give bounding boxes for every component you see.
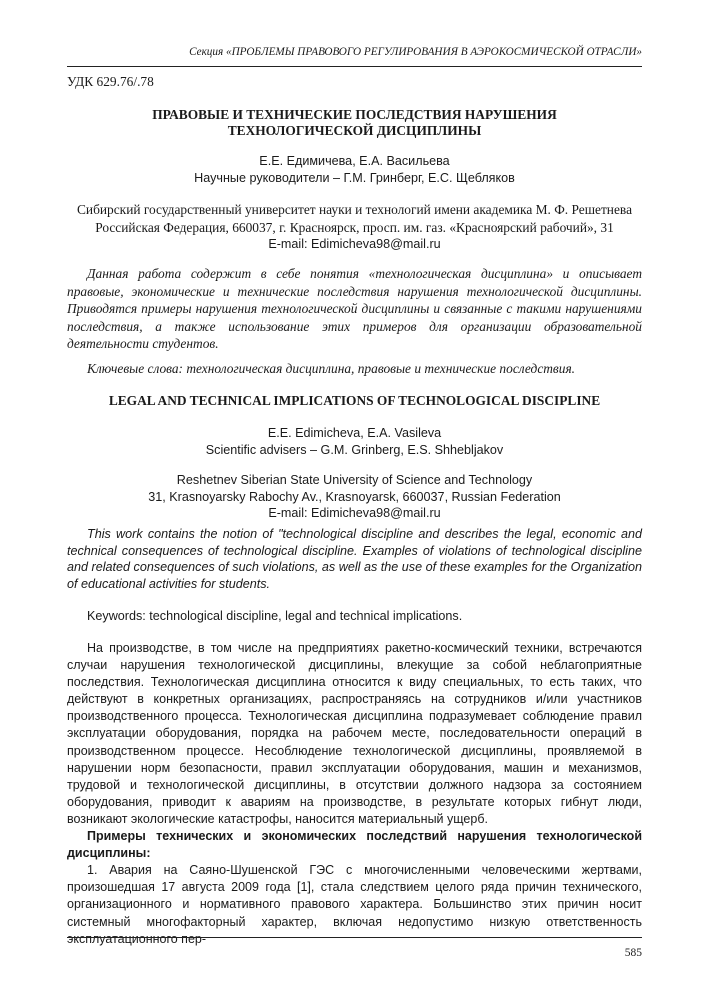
en-advisers: Scientific advisers – G.M. Grinberg, E.S. Shhebljakov [205, 442, 504, 457]
ru-title-line-1: ПРАВОВЫЕ И ТЕХНИЧЕСКИЕ ПОСЛЕДСТВИЯ НАРУШЕНИЯ [152, 107, 557, 122]
ru-authors-block [67, 153, 642, 186]
ru-title [67, 107, 642, 139]
ru-title-line-2: ТЕХНОЛОГИЧЕСКОЙ ДИСЦИПЛИНЫ [227, 123, 482, 138]
en-affiliation-block [67, 472, 642, 522]
en-abstract: This work contains the notion of "technological discipline and describes the legal, economic and technical consequences of technological discipline. Examples of violations of technological discipline and related consequences of such violations, as well as the use of these examples for the Organization of educational activities for students. [67, 527, 642, 591]
en-email: E-mail: Edimicheva98@mail.ru [268, 506, 441, 521]
body-section [67, 640, 642, 948]
ru-abstract: Данная работа содержит в себе понятия «технологическая дисциплина» и описывает правовые, экономические и технические последствия нарушения технологической дисциплины. Приводятся примеры нарушения технологической дисциплины и связанные с такими нарушениями последствия, а также использование этих примеров для организации образовательной деятельности студентов. [67, 266, 642, 352]
udk-code: УДК 629.76/.78 [67, 74, 154, 89]
en-authors: E.E. Edimicheva, E.A. Vasileva [267, 426, 442, 440]
ru-keywords: Ключевые слова: технологическая дисциплина, правовые и технические последствия. [87, 361, 576, 376]
body-paragraph-1: На производстве, в том числе на предприятиях ракетно-космический техники, встречаются случаи нарушения технологической дисциплины, влекущие за собой неблагоприятные последствия. Технологическая дисциплина относится к виду специальных, то есть таких, что действуют в конкретных организациях, распространяясь на сотрудников и/или участников производственного процесса. Технологическая дисциплина подразумевает соблюдение правил эксплуатации оборудования, порядка на рабочем месте, последовательности операций в производственном процессе. Несоблюдение технологической дисциплины, проявляемой в нарушении норм безопасности, правил эксплуатации оборудования, машин и механизмов, трудовой и технологической дисциплины, в отсутствии должного надзора за состоянием оборудования, приводит к авариям на производстве, в результате которых гибнут люди, возникают экологические катастрофы, наносится материальный ущерб. [67, 641, 642, 826]
body-paragraph-2: 1. Авария на Саяно-Шушенской ГЭС с многочисленными человеческими жертвами, произошедшая 17 августа 2009 года [1], стала следствием целого ряда причин технического, организационного и нормативного правового характера. Большинство этих причин носит системный многофакторный характер, включая недопустимо низкую ответственность эксплуатационного пер- [67, 863, 642, 946]
ru-affiliation-line-2: Российская Федерация, 660037, г. Красноярск, просп. им. газ. «Красноярский рабочий», 31 [95, 219, 614, 235]
en-affiliation-line-2: 31, Krasnoyarsky Rabochy Av., Krasnoyarsk, 660037, Russian Federation [148, 489, 561, 504]
body-subheading: Примеры технических и экономических последствий нарушения технологической дисциплины: [67, 829, 642, 861]
running-head: Секция «ПРОБЛЕМЫ ПРАВОВОГО РЕГУЛИРОВАНИЯ В АЭРОКОСМИЧЕСКОЙ ОТРАСЛИ» [67, 44, 642, 67]
ru-email: E-mail: Edimicheva98@mail.ru [268, 237, 441, 252]
en-title: LEGAL AND TECHNICAL IMPLICATIONS OF TECHNOLOGICAL DISCIPLINE [108, 393, 601, 408]
ru-authors: Е.Е. Едимичева, Е.А. Васильева [259, 154, 450, 168]
ru-affiliation-line-1: Сибирский государственный университет науки и технологий имени академика М. Ф. Решетнева [76, 202, 633, 217]
footer-divider [67, 937, 642, 938]
en-keywords: Keywords: technological discipline, legal and technical implications. [87, 609, 463, 623]
ru-affiliation-block [67, 201, 642, 253]
en-affiliation-line-1: Reshetnev Siberian State University of Science and Technology [176, 473, 533, 487]
ru-advisers: Научные руководители – Г.М. Гринберг, Е.С. Щебляков [194, 170, 515, 185]
en-authors-block [67, 425, 642, 458]
page-number: 585 [624, 947, 642, 959]
